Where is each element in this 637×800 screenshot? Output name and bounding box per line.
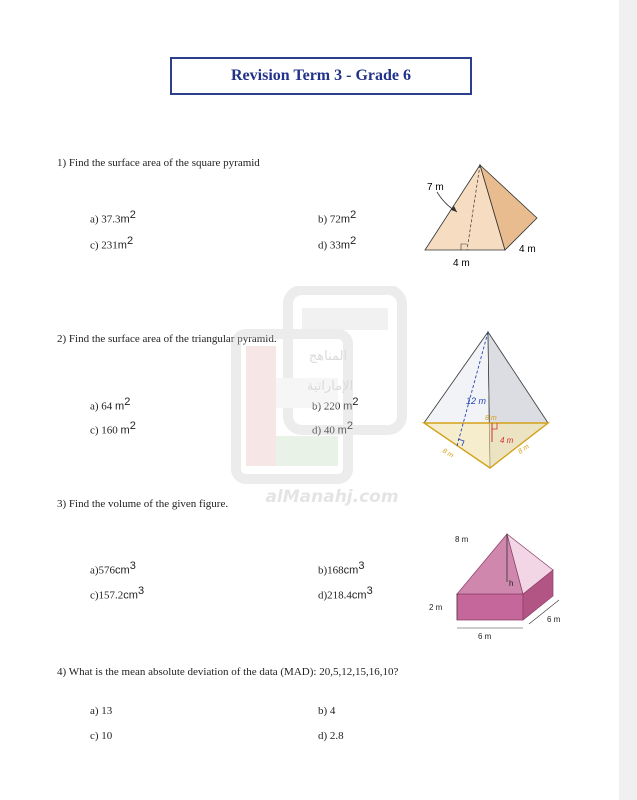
q1-option-a[interactable]	[90, 209, 136, 226]
question-2-prompt: 2) Find the surface area of the triangular pyramid.	[57, 333, 277, 345]
option-value: 220	[323, 400, 341, 413]
option-value: 4	[329, 705, 336, 717]
option-unit: m	[340, 213, 351, 226]
option-value: 33	[329, 239, 341, 252]
prism-front	[457, 594, 523, 620]
option-unit: cm	[351, 589, 367, 602]
depth-label: 6 m	[547, 615, 561, 624]
option-value: 168	[327, 564, 344, 577]
watermark-bar	[302, 308, 388, 330]
option-value: 2.8	[329, 730, 344, 742]
option-unit: m	[115, 400, 125, 413]
option-letter: d)	[318, 730, 330, 742]
option-exponent: 2	[124, 396, 131, 408]
option-exponent: 3	[358, 560, 365, 572]
option-unit: cm	[343, 564, 359, 577]
option-exponent: 3	[366, 585, 373, 597]
option-value: 157.2	[98, 589, 124, 602]
page-title: Revision Term 3 - Grade 6	[231, 67, 411, 84]
option-letter: b)	[318, 564, 328, 577]
option-exponent: 2	[352, 396, 359, 408]
option-value: 10	[101, 730, 113, 742]
title-box	[170, 57, 472, 95]
option-unit: m	[120, 424, 130, 437]
q4-option-c[interactable]	[90, 730, 112, 742]
option-value: 231	[101, 239, 118, 252]
option-exponent: 2	[129, 420, 136, 432]
option-unit: cm	[115, 564, 130, 577]
pyramid-height-label: 8 m	[455, 535, 469, 544]
option-value: 576	[98, 564, 116, 577]
option-unit: m	[120, 213, 130, 226]
option-letter: d)	[318, 239, 330, 252]
option-exponent: 2	[346, 420, 353, 432]
option-letter: d)	[318, 589, 328, 602]
question-1-prompt: 1) Find the surface area of the square pyramid	[57, 157, 260, 169]
option-letter: a)	[90, 564, 99, 577]
width-label: 6 m	[478, 632, 492, 641]
q4-option-d[interactable]	[318, 730, 344, 742]
q4-option-a[interactable]	[90, 705, 112, 717]
slant-label: 7 m	[427, 182, 444, 193]
slant-label: 12 m	[466, 396, 487, 406]
triangular-pyramid-figure	[420, 328, 550, 473]
left-side-label: 8 m	[441, 447, 455, 460]
option-value: 72	[329, 213, 341, 226]
option-value: 160	[101, 424, 118, 437]
q4-option-b[interactable]	[318, 705, 335, 717]
option-exponent: 2	[350, 209, 357, 221]
triangle-base	[424, 423, 548, 468]
q2-option-c[interactable]	[90, 420, 136, 437]
option-exponent: 3	[137, 585, 145, 597]
watermark-arabic-2: الإماراتية	[306, 379, 354, 394]
q2-option-b[interactable]	[312, 396, 358, 413]
option-value: 13	[101, 705, 113, 717]
option-exponent: 2	[129, 209, 136, 221]
top-side-label: 8 m	[485, 415, 497, 422]
composite-solid-figure	[425, 530, 570, 645]
option-letter: a)	[90, 400, 102, 413]
q3-option-b[interactable]	[318, 560, 364, 577]
option-letter: a)	[90, 705, 102, 717]
q3-option-c[interactable]	[90, 585, 144, 602]
option-letter: b)	[318, 705, 330, 717]
option-value: 64	[101, 400, 113, 413]
option-letter: c)	[90, 239, 102, 252]
q1-option-d[interactable]	[318, 235, 356, 252]
option-letter: d)	[312, 424, 324, 437]
option-unit: m	[343, 400, 353, 413]
height-label: h	[509, 579, 514, 588]
q1-option-c[interactable]	[90, 235, 133, 252]
option-value: 40	[323, 424, 335, 437]
option-exponent: 2	[350, 235, 357, 247]
q1-option-b[interactable]	[318, 209, 356, 226]
square-pyramid-figure	[415, 160, 555, 275]
option-value: 218.4	[327, 589, 352, 602]
option-letter: c)	[90, 424, 102, 437]
option-letter: b)	[312, 400, 324, 413]
q2-option-d[interactable]	[312, 420, 353, 437]
flag-red	[246, 346, 276, 466]
base-height-label: 4 m	[500, 436, 514, 445]
option-letter: a)	[90, 213, 102, 226]
option-value: 37.3	[101, 213, 121, 226]
option-letter: b)	[318, 213, 330, 226]
watermark-arabic-1: المناهج	[308, 349, 348, 364]
q2-option-a[interactable]	[90, 396, 130, 413]
q3-option-d[interactable]	[318, 585, 373, 602]
watermark-site: alManahj.com	[265, 487, 399, 507]
question-4-prompt: 4) What is the mean absolute deviation of the data (MAD): 20,5,12,15,16,10?	[57, 666, 399, 678]
option-letter: c)	[90, 730, 102, 742]
option-unit: cm	[123, 589, 138, 602]
option-exponent: 2	[126, 235, 134, 247]
option-unit: m	[117, 239, 127, 252]
option-exponent: 3	[129, 560, 136, 572]
base-side-label: 4 m	[519, 244, 536, 255]
option-unit: m	[340, 239, 351, 252]
option-letter: c)	[90, 589, 99, 602]
flag-green	[276, 436, 338, 466]
base-front-label: 4 m	[453, 258, 470, 269]
q3-option-a[interactable]	[90, 560, 136, 577]
question-3-prompt: 3) Find the volume of the given figure.	[57, 498, 229, 510]
prism-height-label: 2 m	[429, 603, 443, 612]
option-unit: m	[337, 424, 347, 437]
right-side-label: 8 m	[517, 443, 531, 456]
